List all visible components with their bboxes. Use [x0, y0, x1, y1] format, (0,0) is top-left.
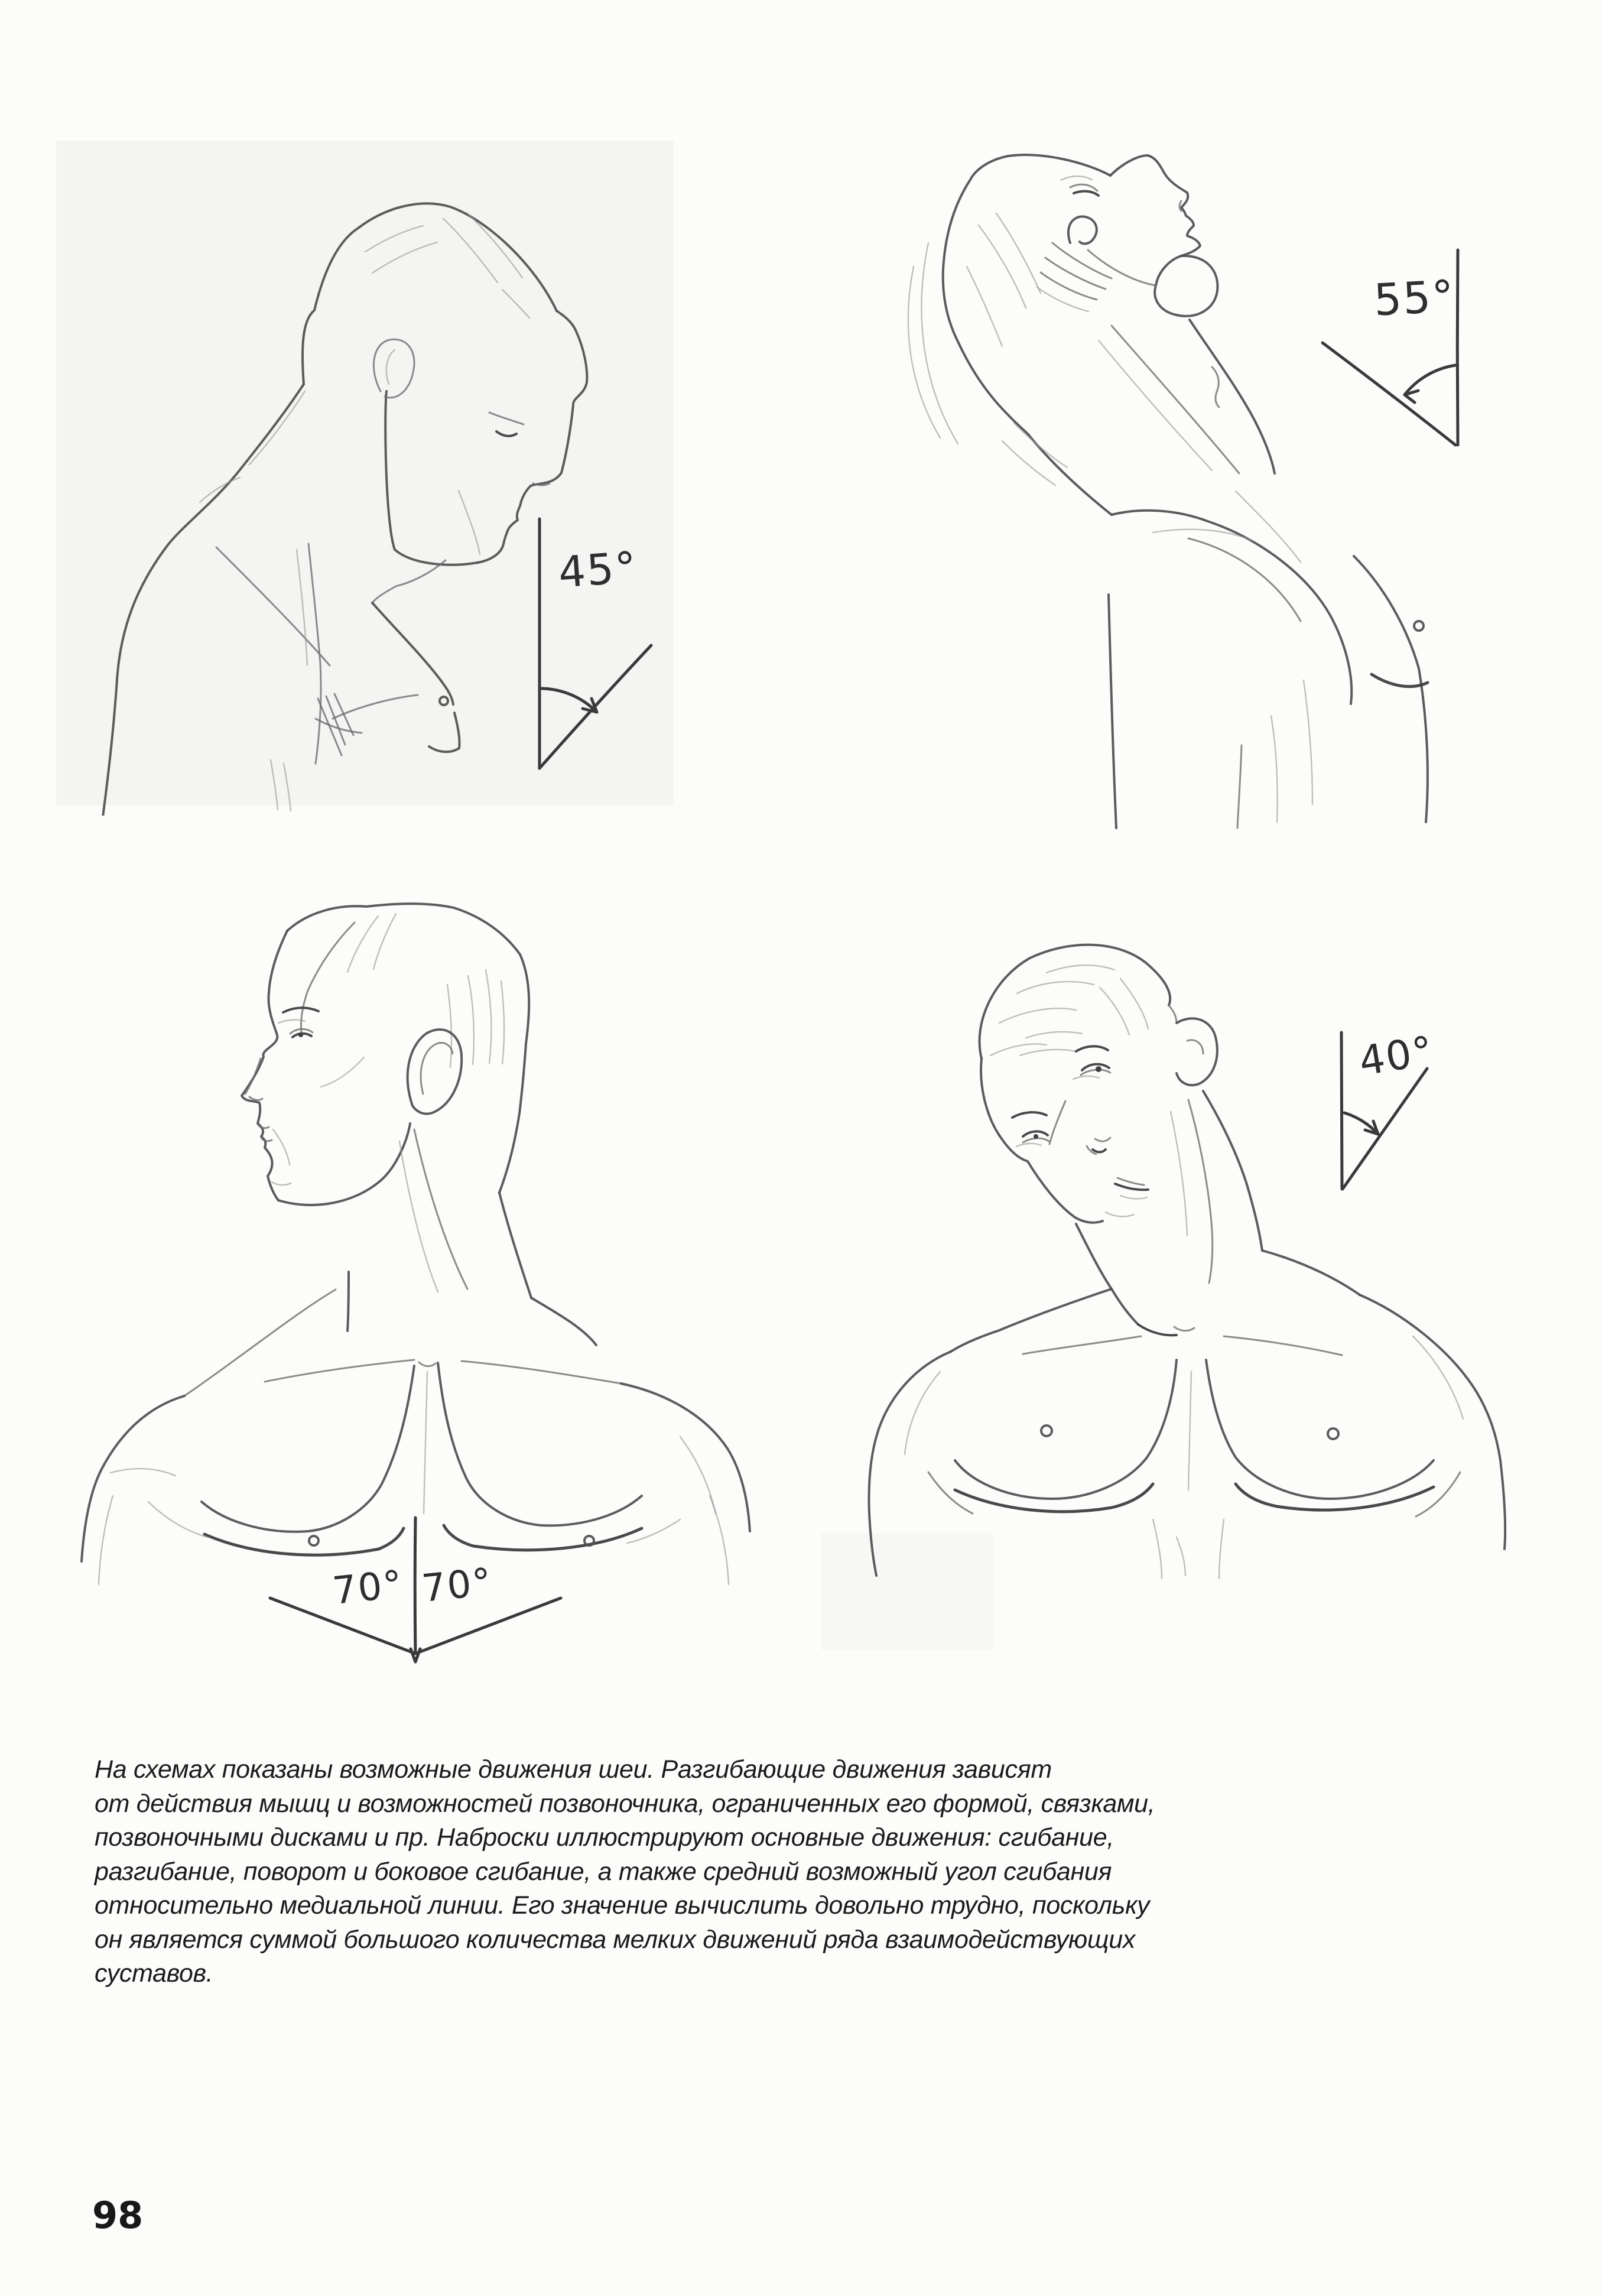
caption-paragraph	[95, 1753, 1155, 1991]
angle-annotation-rotation-svg	[236, 1501, 591, 1673]
caption-line: позвоночными дисками и пр. Наброски иллюстрируют основные движения: сгибание,	[95, 1823, 1114, 1852]
sketch-neck-lateral-flexion-svg	[821, 922, 1595, 1584]
angle-label-rotation-left: 70°	[330, 1562, 405, 1614]
angle-label-extension: 55°	[1372, 271, 1457, 326]
angle-label-lateral: 40°	[1356, 1027, 1437, 1086]
angle-annotation-rotation	[236, 1501, 591, 1673]
angle-label-rotation-right: 70°	[420, 1560, 495, 1612]
caption-line: относительно медиальной линии. Его значение вычислить довольно трудно, поскольку	[95, 1891, 1150, 1920]
sketch-neck-lateral-flexion	[821, 922, 1595, 1584]
caption-line: разгибание, поворот и боковое сгибание, а также средний возможный угол сгибания	[95, 1857, 1112, 1886]
sketch-neck-extension	[857, 136, 1457, 833]
angle-label-flexion: 45°	[557, 542, 639, 597]
caption-line: от действия мышц и возможностей позвоночника, ограниченных его формой, связками,	[95, 1789, 1155, 1818]
page-number: 98	[92, 2194, 144, 2237]
caption-line: На схемах показаны возможные движения шеи. Разгибающие движения зависят	[95, 1755, 1052, 1784]
caption-line: суставов.	[95, 1959, 213, 1988]
sketch-neck-extension-svg	[857, 136, 1457, 833]
caption-line: он является суммой большого количества мелких движений ряда взаимодействующих	[95, 1925, 1136, 1954]
